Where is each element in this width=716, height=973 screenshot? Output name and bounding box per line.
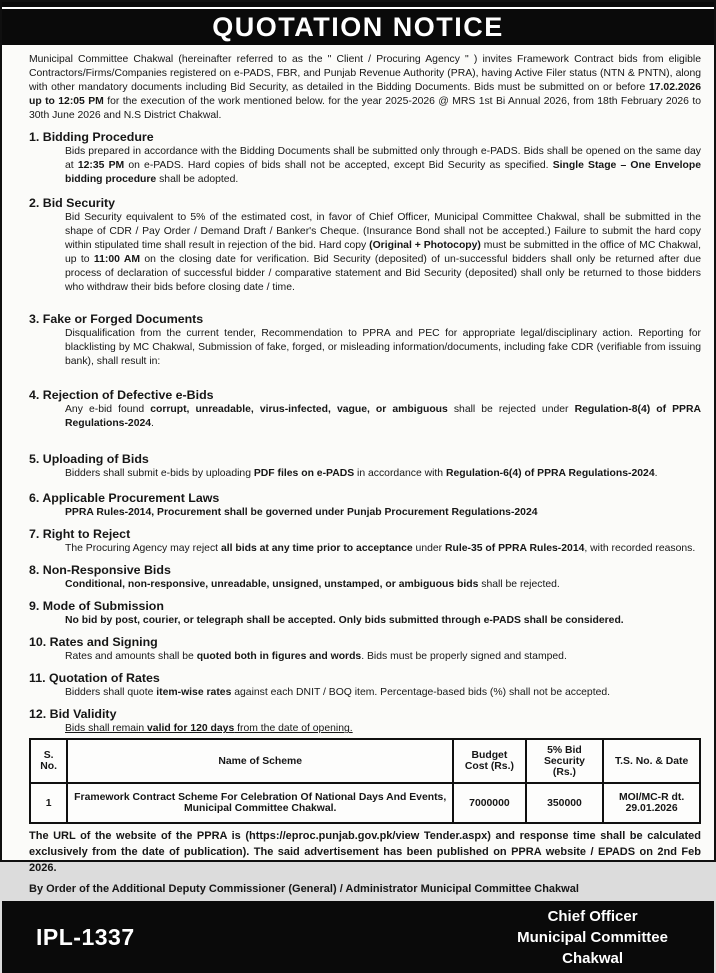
section-item	[29, 671, 701, 700]
section-item	[29, 130, 701, 187]
section-heading: 9. Mode of Submission	[29, 599, 164, 614]
section-item	[29, 452, 701, 481]
section-item	[29, 635, 701, 664]
section-body: Bids prepared in accordance with the Bidding Documents shall be submitted only through e-PADS. Bids shall be opened on the same day at 12:35 PM on e-PADS. Hard copies of bids shall not be accepted, except Bid Security as specified. Single Stage – One Envelope bidding procedure shall be adopted.	[65, 146, 701, 186]
signatory-line: Municipal Committee	[517, 928, 668, 946]
section-item	[29, 312, 701, 369]
section-heading: 6. Applicable Procurement Laws	[29, 491, 220, 506]
section-body: PPRA Rules-2014, Procurement shall be governed under Punjab Procurement Regulations-2024	[65, 507, 538, 519]
title-band	[2, 9, 714, 45]
section-item	[29, 599, 701, 628]
section-body: Rates and amounts shall be quoted both in figures and words. Bids must be properly signed and stamped.	[65, 651, 567, 663]
signatory-block	[517, 906, 668, 969]
scheme-table-body	[30, 783, 700, 823]
table-cell: 7000000	[453, 783, 526, 823]
table-header-cell: S. No.	[30, 739, 67, 783]
scheme-table-head	[30, 739, 700, 783]
table-header-cell: Name of Scheme	[67, 739, 453, 783]
footer-bar	[2, 901, 714, 973]
intro-paragraph: Municipal Committee Chakwal (hereinafter referred to as the " Client / Procuring Agency " ) invites Framework Contract bids from eligible Contractors/Firms/Companies registered on e-PADS, FBR, and Punjab Revenue Authority (PRA), having Active Filer status (NTN & PNTN), along with other mandatory documents including Bid Security, as detailed in the Bidding Documents. Bids must be submitted on or before 17.02.2026 up to 12:05 PM for the execution of the work mentioned below. for the year 2025-2026 @ MRS 1st Bi Annual 2026, from 18th February 2026 to 30th June 2026 and N.S District Chakwal.	[29, 54, 701, 122]
table-row	[30, 783, 700, 823]
section-body: Bidders shall submit e-bids by uploading PDF files on e-PADS in accordance with Regulation-6(4) of PPRA Regulations-2024.	[65, 468, 658, 480]
table-header-cell: T.S. No. & Date	[603, 739, 700, 783]
section-body: Disqualification from the current tender, Recommendation to PPRA and PEC for appropriate legal/disciplinary action. Reporting for blacklisting by MC Chakwal, Submission of fake, forged, or misleading information/documents, including fake CDR (verifiable from issuing bank), shall result in:	[65, 328, 701, 368]
by-order-line: By Order of the Additional Deputy Commissioner (General) / Administrator Municipal Committee Chakwal	[29, 883, 579, 896]
table-header-cell: 5% Bid Security (Rs.)	[526, 739, 604, 783]
ipl-number: IPL-1337	[36, 923, 135, 950]
table-header-row	[30, 739, 700, 783]
section-heading: 2. Bid Security	[29, 196, 116, 211]
signatory-line: Chakwal	[562, 949, 623, 967]
section-body: No bid by post, courier, or telegraph shall be accepted. Only bids submitted through e-PADS shall be considered.	[65, 615, 624, 627]
section-heading: 3. Fake or Forged Documents	[29, 312, 204, 327]
url-paragraph: The URL of the website of the PPRA is (https://eproc.punjab.gov.pk/view Tender.aspx) and response time shall be calculated exclusively from the date of publication). The said advertisement has been published on PPRA website / EPADS on 2nd Feb 2026.	[29, 830, 701, 874]
section-item	[29, 388, 701, 431]
section-body: Bidders shall quote item-wise rates against each DNIT / BOQ item. Percentage-based bids (%) shall not be accepted.	[65, 687, 611, 699]
section-heading: 7. Right to Reject	[29, 527, 131, 542]
header-band	[2, 2, 714, 45]
signatory-line: Chief Officer	[547, 907, 638, 925]
section-heading: 1. Bidding Procedure	[29, 130, 154, 145]
section-heading: 11. Quotation of Rates	[29, 671, 160, 686]
table-cell: 350000	[526, 783, 604, 823]
notice-title: QUOTATION NOTICE	[212, 11, 504, 42]
section-heading: 4. Rejection of Defective e-Bids	[29, 388, 214, 403]
table-cell: 1	[30, 783, 67, 823]
table-cell: MOI/MC-R dt. 29.01.2026	[603, 783, 700, 823]
table-header-cell: Budget Cost (Rs.)	[453, 739, 526, 783]
table-cell: Framework Contract Scheme For Celebration Of National Days And Events, Municipal Committee Chakwal.	[67, 783, 453, 823]
section-item	[29, 527, 701, 556]
section-body: Bid Security equivalent to 5% of the estimated cost, in favor of Chief Officer, Municipal Committee Chakwal, shall be submitted in the shape of CDR / Pay Order / Demand Draft / Banker's Cheque. (Insurance Bond shall not be accepted.) Failure to submit the hard copy within stipulated time shall result in rejection of the bid. Hard copy (Original + Photocopy) must be submitted in the office of MC Chakwal, up to 11:00 AM on the closing date for verification. Bid Security (deposited) of un-successful bidders shall only be returned after due process of declaration of successful bidder / comparative statement and Bid Security (deposited) shall only be returned to those bidders who withdraw their bids before closing date / time.	[65, 212, 701, 294]
section-heading: 5. Uploading of Bids	[29, 452, 149, 467]
sections-list	[29, 130, 701, 736]
section-heading: 12. Bid Validity	[29, 707, 117, 722]
notice-content	[2, 45, 714, 895]
section-item	[29, 196, 701, 295]
section-item	[29, 563, 701, 592]
section-item	[29, 491, 701, 520]
section-item	[29, 707, 701, 736]
section-heading: 10. Rates and Signing	[29, 635, 158, 650]
section-body: Bids shall remain valid for 120 days from the date of opening.	[65, 723, 353, 735]
section-heading: 8. Non-Responsive Bids	[29, 563, 171, 578]
section-body: The Procuring Agency may reject all bids at any time prior to acceptance under Rule-35 of PPRA Rules-2014, with recorded reasons.	[65, 543, 696, 555]
section-body: Any e-bid found corrupt, unreadable, virus-infected, vague, or ambiguous shall be rejected under Regulation-8(4) of PPRA Regulations-2024.	[65, 404, 701, 430]
section-body: Conditional, non-responsive, unreadable, unsigned, unstamped, or ambiguous bids shall be rejected.	[65, 579, 560, 591]
scheme-table	[29, 738, 701, 824]
